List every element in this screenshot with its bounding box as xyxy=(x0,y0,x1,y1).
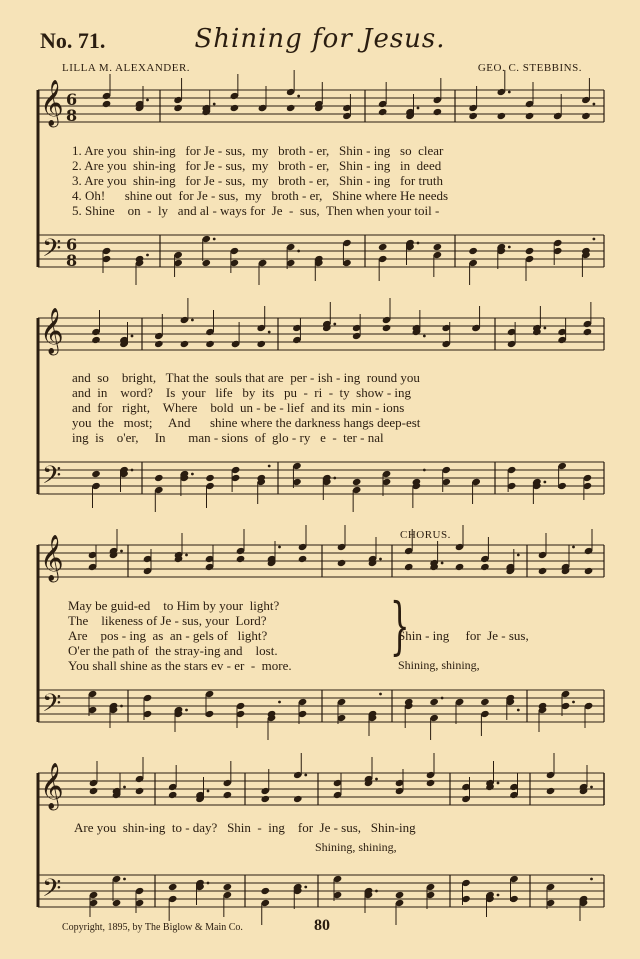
note-head xyxy=(298,555,308,563)
dot xyxy=(517,709,520,712)
hymn-number: No. 71. xyxy=(40,28,106,53)
dot xyxy=(375,778,378,781)
verse-1-line-a: 1. Are you shin-ing for Je - sus, my broth - er, Shin - ing so clear xyxy=(72,143,444,158)
note-head xyxy=(154,474,164,482)
dot xyxy=(207,790,210,793)
verse-3-line-c: Are pos - ing as an - gels of light? xyxy=(68,628,268,643)
note-head xyxy=(395,891,405,899)
dot xyxy=(278,546,281,549)
bass-clef: 𝄢 xyxy=(42,234,62,269)
chorus-label: CHORUS. xyxy=(400,529,451,541)
dot xyxy=(304,886,307,889)
dot xyxy=(590,786,593,789)
note-head xyxy=(433,243,443,251)
dot xyxy=(333,477,336,480)
dot xyxy=(423,335,426,338)
time-sig-bottom: 8 xyxy=(66,251,78,270)
dot xyxy=(120,550,123,553)
note-head xyxy=(433,108,443,116)
time-sig-bottom: 8 xyxy=(66,106,78,125)
verse-4-line-c: O'er the path of the stray-ing and lost. xyxy=(68,643,278,658)
note-head xyxy=(256,340,266,348)
dot xyxy=(268,465,271,468)
verse-2-line-b: and in word? Is your life by its pu - ri - ty show - ing xyxy=(72,385,412,400)
dot xyxy=(278,701,281,704)
dot xyxy=(497,782,500,785)
note-head xyxy=(352,478,362,486)
verse-2-line-c: The likeness of Je - sus, your Lord? xyxy=(68,613,267,628)
dot xyxy=(543,481,546,484)
dot xyxy=(297,250,300,253)
copyright-notice: Copyright, 1895, by The Biglow & Main Co. xyxy=(62,922,243,933)
page-number: 80 xyxy=(314,917,330,934)
note-head xyxy=(468,112,478,120)
note-head xyxy=(581,112,591,120)
note-head xyxy=(168,791,178,799)
dot xyxy=(131,469,134,472)
dot xyxy=(146,254,149,257)
dot xyxy=(543,327,546,330)
dot xyxy=(333,323,336,326)
dot xyxy=(268,331,271,334)
note-head xyxy=(293,795,303,803)
treble-clef: 𝄞 xyxy=(40,535,64,581)
dot xyxy=(593,103,596,106)
dot xyxy=(508,91,511,94)
dot xyxy=(572,701,575,704)
note-head xyxy=(91,470,101,478)
note-head xyxy=(480,563,490,571)
note-head xyxy=(468,247,478,255)
time-sig-top: 6 xyxy=(66,90,78,109)
verse-4-line-b: you the most; And shine where the darkness hangs deep-est xyxy=(72,415,421,430)
note-head xyxy=(223,791,233,799)
dot xyxy=(423,469,426,472)
note-head xyxy=(546,787,556,795)
verse-2-line-a: 2. Are you shin-ing for Je - sus, my broth - er, Shin - ing in deed xyxy=(72,158,442,173)
note-head xyxy=(154,340,164,348)
note-head xyxy=(525,247,535,255)
dot xyxy=(123,786,126,789)
chorus-alt-text: Shining, shining, xyxy=(398,658,480,672)
verse-5-line-b: ing is o'er, In man - sions of glo - ry e - ter - nal xyxy=(72,430,384,445)
dot xyxy=(207,882,210,885)
note-head xyxy=(497,112,507,120)
note-head xyxy=(480,698,490,706)
dot xyxy=(304,774,307,777)
note-head xyxy=(286,104,296,112)
note-head xyxy=(135,787,145,795)
dot xyxy=(441,562,444,565)
bass-clef: 𝄢 xyxy=(42,689,62,724)
note-head xyxy=(538,567,548,575)
note-head xyxy=(404,563,414,571)
hymn-title: Shining for Jesus. xyxy=(194,24,446,54)
dot xyxy=(185,554,188,557)
note-head xyxy=(337,559,347,567)
note-head xyxy=(173,104,183,112)
verse-4-line-a: 4. Oh! shine out for Je - sus, my broth - er, Shine where He needs xyxy=(72,188,449,203)
verse-1-line-b: and so bright, That the souls that are per - ish - ing round you xyxy=(72,370,420,385)
note-head xyxy=(205,474,215,482)
note-head xyxy=(230,104,240,112)
note-head xyxy=(91,336,101,344)
composer-credit: GEO. C. STEBBINS. xyxy=(477,62,582,74)
dot xyxy=(120,705,123,708)
verse-brace: } xyxy=(389,589,410,662)
verse-3-line-b: and for right, Where bold un - be - lief and its min - ions xyxy=(72,400,405,415)
time-sig-top: 6 xyxy=(66,235,78,254)
note-head xyxy=(223,883,233,891)
note-head xyxy=(236,555,246,563)
dot xyxy=(517,554,520,557)
treble-clef: 𝄞 xyxy=(40,308,64,354)
bass-clef: 𝄢 xyxy=(42,461,62,496)
dot xyxy=(375,890,378,893)
lyricist-credit: LILLA M. ALEXANDER. xyxy=(62,62,191,74)
note-head xyxy=(168,883,178,891)
dot xyxy=(297,95,300,98)
note-head xyxy=(102,100,112,108)
dot xyxy=(417,242,420,245)
dot xyxy=(146,99,149,102)
dot xyxy=(213,238,216,241)
dot xyxy=(131,335,134,338)
dot xyxy=(191,473,194,476)
chorus-line-alt: Shining, shining, xyxy=(315,840,397,854)
dot xyxy=(213,103,216,106)
note-head xyxy=(426,779,436,787)
note-head xyxy=(583,328,593,336)
chorus-line: Are you shin-ing to - day? Shin - ing for Je - sus, Shin-ing xyxy=(74,820,416,835)
dot xyxy=(379,693,382,696)
note-head xyxy=(455,563,465,571)
note-head xyxy=(260,795,270,803)
dot xyxy=(417,107,420,110)
dot xyxy=(379,558,382,561)
dot xyxy=(185,709,188,712)
dot xyxy=(590,878,593,881)
note-head xyxy=(584,567,594,575)
verse-1-line-c: May be guid-ed to Him by your light? xyxy=(68,598,280,613)
note-head xyxy=(260,887,270,895)
note-head xyxy=(205,340,215,348)
treble-clef: 𝄞 xyxy=(40,763,64,809)
note-head xyxy=(382,324,392,332)
bass-clef: 𝄢 xyxy=(42,874,62,909)
verse-3-line-a: 3. Are you shin-ing for Je - sus, my broth - er, Shin - ing for truth xyxy=(72,173,444,188)
note-head xyxy=(180,340,190,348)
dot xyxy=(593,238,596,241)
note-head xyxy=(378,243,388,251)
chorus-text: Shin - ing for Je - sus, xyxy=(398,628,529,643)
treble-clef: 𝄞 xyxy=(40,80,64,126)
dot xyxy=(441,697,444,700)
note-head xyxy=(525,112,535,120)
verse-5-line-c: You shall shine as the stars ev - er - more. xyxy=(68,658,292,673)
note-head xyxy=(378,108,388,116)
dot xyxy=(497,894,500,897)
dot xyxy=(508,246,511,249)
dot xyxy=(123,878,126,881)
note-head xyxy=(429,698,439,706)
dot xyxy=(191,319,194,322)
verse-5-line-a: 5. Shine on - ly and al - ways for Je - sus, Then when your toil - xyxy=(72,203,440,218)
dot xyxy=(572,546,575,549)
note-head xyxy=(89,787,99,795)
